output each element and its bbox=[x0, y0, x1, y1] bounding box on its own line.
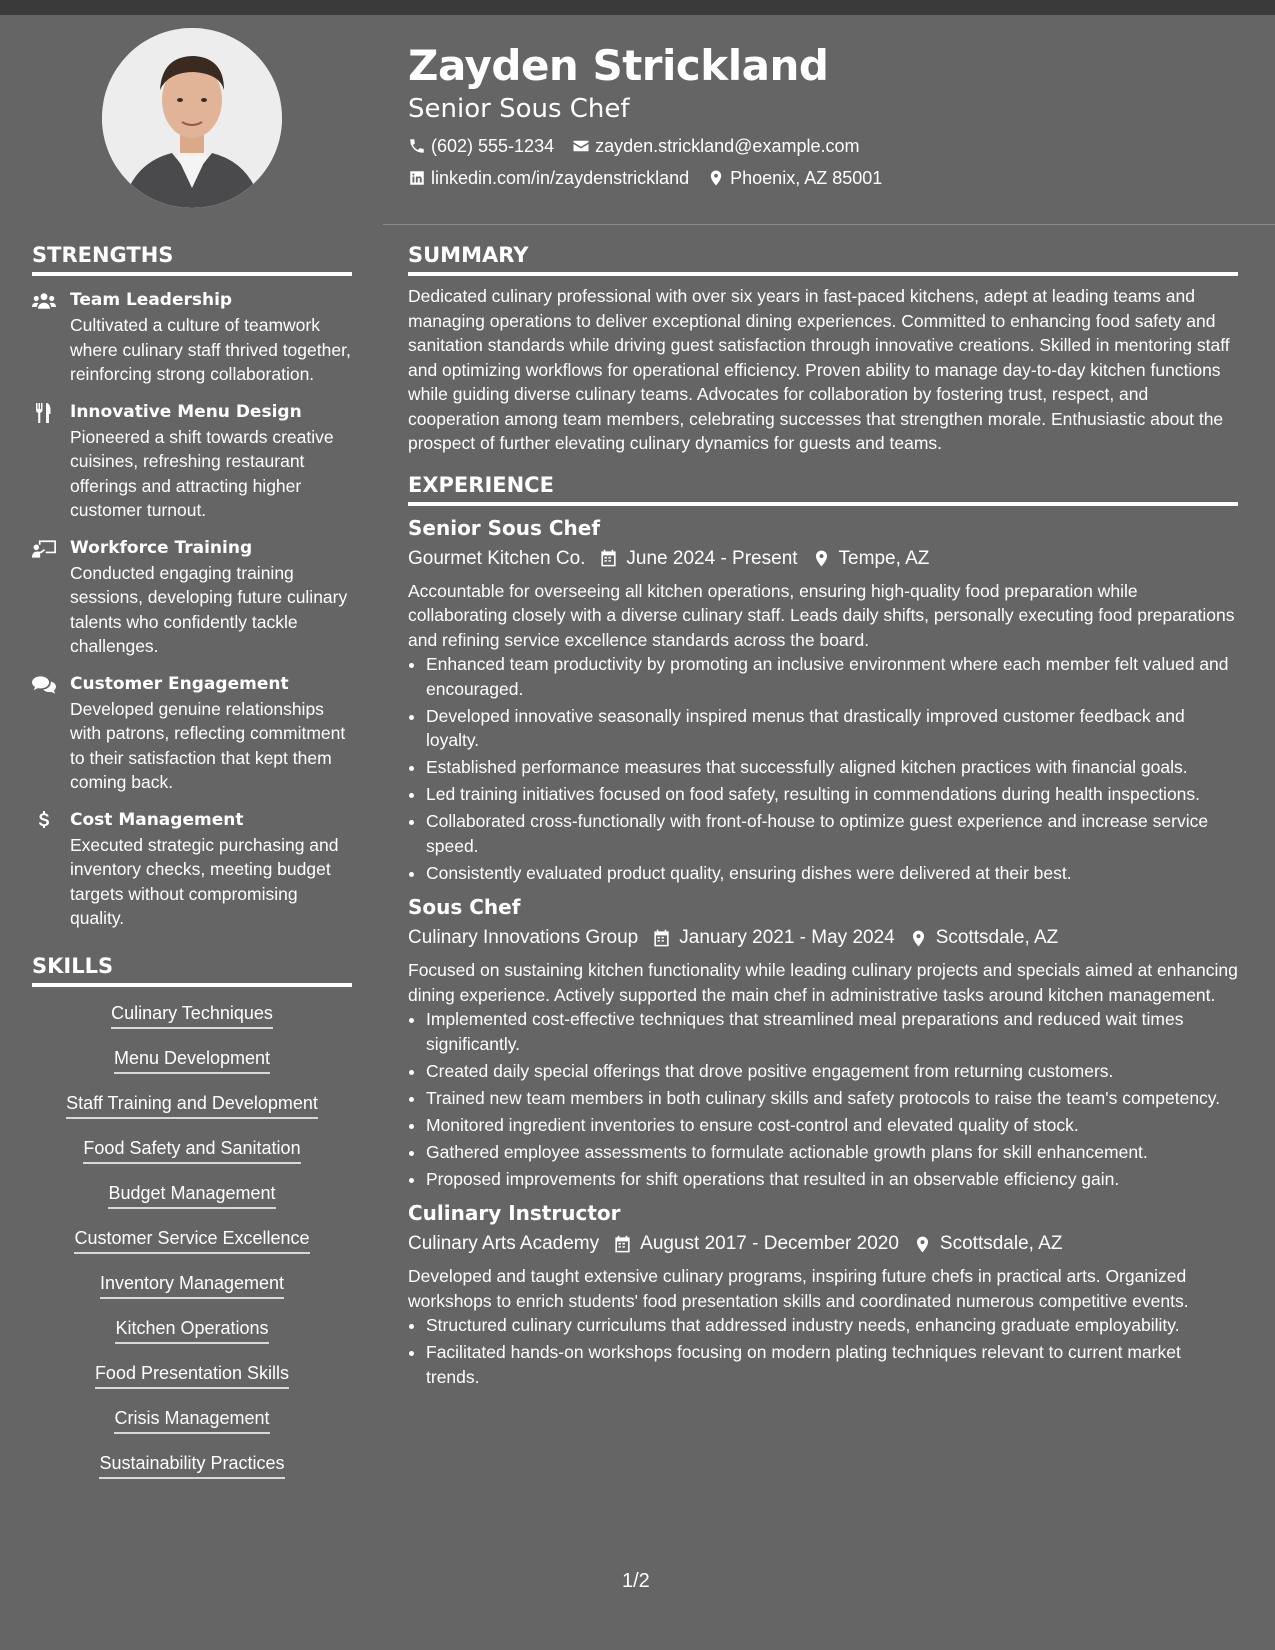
job-meta bbox=[408, 545, 1238, 573]
job-bullet: • Trained new team members in both culinary skills and safety protocols to raise the team's competency. bbox=[426, 1086, 1238, 1111]
skill-item: Staff Training and Development bbox=[66, 1089, 318, 1119]
skill-item: Culinary Techniques bbox=[111, 999, 273, 1029]
job-bullet: • Created daily special offerings that drove positive engagement from returning customers. bbox=[426, 1059, 1238, 1084]
top-bar bbox=[0, 0, 1275, 15]
job-dates: June 2024 - Present bbox=[626, 547, 798, 569]
location-contact bbox=[707, 162, 882, 194]
strength-item bbox=[32, 672, 352, 795]
job-title: Culinary Instructor bbox=[408, 1201, 621, 1225]
job-description: Developed and taught extensive culinary programs, inspiring future chefs in practical arts. Organized workshops to enrich students' food presentation skills and coordinated numerous competitive events. bbox=[408, 1266, 1189, 1311]
job-bullet: • Proposed improvements for shift operations that resulted in an observable efficiency gain. bbox=[426, 1167, 1238, 1192]
job-location: Tempe, AZ bbox=[838, 547, 930, 569]
job-entry bbox=[408, 514, 1238, 886]
strength-title: Innovative Menu Design bbox=[70, 401, 302, 422]
skill-item: Food Safety and Sanitation bbox=[83, 1134, 300, 1164]
strength-title: Customer Engagement bbox=[70, 673, 289, 694]
strength-item bbox=[32, 536, 352, 659]
job-bullets bbox=[408, 652, 1238, 885]
contact-row-2 bbox=[408, 162, 1228, 194]
job-bullet: • Monitored ingredient inventories to ensure cost-control and elevated quality of stock. bbox=[426, 1113, 1238, 1138]
strengths-list bbox=[32, 288, 352, 931]
strength-desc: Cultivated a culture of teamwork where culinary staff thrived together, reinforcing strong collaboration. bbox=[70, 315, 351, 384]
job-company: Culinary Arts Academy bbox=[408, 1233, 600, 1254]
job-bullet: • Established performance measures that successfully aligned kitchen practices with financial goals. bbox=[426, 755, 1238, 780]
strength-item bbox=[32, 288, 352, 387]
envelope-icon bbox=[572, 137, 590, 155]
skills-list bbox=[32, 999, 352, 1494]
job-dates: January 2021 - May 2024 bbox=[679, 927, 895, 948]
job-company: Culinary Innovations Group bbox=[408, 927, 639, 948]
strength-desc: Pioneered a shift towards creative cuisines, refreshing restaurant offerings and attracting higher customer turnout. bbox=[70, 426, 334, 520]
skill-item: Inventory Management bbox=[100, 1269, 284, 1299]
job-company: Gourmet Kitchen Co. bbox=[408, 547, 586, 569]
linkedin-contact[interactable] bbox=[408, 162, 689, 194]
comments-icon bbox=[32, 675, 56, 695]
chalkboard-teacher-icon bbox=[32, 539, 56, 559]
calendar-icon bbox=[613, 1235, 632, 1254]
email-text: zayden.strickland@example.com bbox=[595, 136, 860, 156]
job-title: Senior Sous Chef bbox=[408, 515, 601, 540]
dollar-icon bbox=[32, 811, 56, 831]
skill-item: Sustainability Practices bbox=[99, 1449, 284, 1479]
job-bullets bbox=[408, 1007, 1238, 1191]
left-column bbox=[32, 240, 352, 1494]
right-column bbox=[408, 240, 1238, 1392]
map-marker-icon bbox=[909, 929, 928, 948]
job-description: Focused on sustaining kitchen functionality while leading culinary projects and specials aimed at enhancing dining experience. Actively supported the main chef in administrative tasks around kitchen management. bbox=[408, 960, 1238, 1005]
resume-header bbox=[408, 40, 1228, 194]
strength-title: Workforce Training bbox=[70, 537, 253, 558]
summary-text: Dedicated culinary professional with over six years in fast-paced kitchens, adept at leading teams and managing operations to deliver exceptional dining experiences. Committed to enhancing food safety and sanitation standards while driving guest satisfaction through innovative creations. Skilled in mentoring staff and optimizing workflows for operational efficiency. Proven ability to manage day-to-day kitchen functions while guiding diverse culinary teams. Advocates for collaboration by fostering trust, respect, and cooperation among team members, celebrating successes that strengthen morale. Enthusiastic about the prospect of further elevating culinary dynamics for guests and teams. bbox=[408, 286, 1230, 453]
job-entry bbox=[408, 893, 1238, 1191]
strength-desc: Conducted engaging training sessions, developing future culinary talents who confidently tackle challenges. bbox=[70, 562, 348, 656]
skill-item: Customer Service Excellence bbox=[74, 1224, 309, 1254]
job-description: Accountable for overseeing all kitchen operations, ensuring high-quality food preparation while collaborating closely with a diverse culinary staff. Leads daily shifts, personally executing food preparations and refining service excellence standards across the board. bbox=[408, 580, 1235, 650]
contact-row-1 bbox=[408, 130, 1228, 162]
job-location: Scottsdale, AZ bbox=[935, 927, 1059, 948]
candidate-name: Zayden Strickland bbox=[408, 41, 829, 90]
skill-item: Crisis Management bbox=[114, 1404, 269, 1434]
strength-title: Team Leadership bbox=[70, 290, 233, 310]
strength-desc: Executed strategic purchasing and inventory checks, meeting budget targets without compromising quality. bbox=[70, 834, 339, 928]
job-bullet: • Facilitated hands-on workshops focusing on modern plating techniques relevant to current market trends. bbox=[426, 1340, 1238, 1389]
job-title: Sous Chef bbox=[408, 895, 521, 919]
strength-item bbox=[32, 808, 352, 931]
linkedin-icon bbox=[408, 169, 426, 187]
utensils-icon bbox=[32, 403, 56, 423]
summary-heading: SUMMARY bbox=[408, 240, 1238, 276]
skill-item: Menu Development bbox=[114, 1044, 270, 1074]
job-dates: August 2017 - December 2020 bbox=[640, 1233, 899, 1254]
job-entry bbox=[408, 1199, 1238, 1389]
job-bullet: • Developed innovative seasonally inspired menus that drastically improved customer feedback and loyalty. bbox=[426, 704, 1238, 753]
skill-item: Kitchen Operations bbox=[115, 1314, 268, 1344]
phone-contact[interactable] bbox=[408, 130, 554, 162]
job-meta bbox=[408, 1230, 1238, 1258]
job-bullet: • Consistently evaluated product quality, ensuring dishes were delivered at their best. bbox=[426, 861, 1238, 886]
skill-item: Budget Management bbox=[108, 1179, 275, 1209]
job-meta bbox=[408, 924, 1238, 952]
job-bullet: • Structured culinary curriculums that addressed industry needs, enhancing graduate employability. bbox=[426, 1313, 1238, 1338]
header-divider bbox=[383, 224, 1275, 225]
candidate-title: Senior Sous Chef bbox=[408, 94, 630, 124]
experience-heading: EXPERIENCE bbox=[408, 470, 1238, 506]
phone-icon bbox=[408, 137, 426, 155]
job-bullet: • Led training initiatives focused on food safety, resulting in commendations during health inspections. bbox=[426, 782, 1238, 807]
job-location: Scottsdale, AZ bbox=[939, 1233, 1063, 1254]
job-bullet: • Gathered employee assessments to formulate actionable growth plans for skill enhancement. bbox=[426, 1140, 1238, 1165]
email-contact[interactable] bbox=[572, 130, 859, 162]
calendar-icon bbox=[599, 549, 618, 568]
job-bullets bbox=[408, 1313, 1238, 1389]
strength-title: Cost Management bbox=[70, 809, 244, 830]
strength-desc: Developed genuine relationships with patrons, reflecting commitment to their satisfaction that kept them coming back. bbox=[70, 698, 346, 792]
skill-item: Food Presentation Skills bbox=[95, 1359, 289, 1389]
job-bullet: • Collaborated cross-functionally with front-of-house to optimize guest experience and increase service speed. bbox=[426, 809, 1238, 858]
linkedin-text: linkedin.com/in/zaydenstrickland bbox=[431, 168, 690, 188]
profile-photo bbox=[102, 28, 282, 208]
map-marker-icon bbox=[707, 169, 725, 187]
strength-item bbox=[32, 400, 352, 523]
calendar-icon bbox=[652, 929, 671, 948]
map-marker-icon bbox=[913, 1235, 932, 1254]
map-marker-icon bbox=[812, 549, 831, 568]
job-bullet: • Enhanced team productivity by promoting an inclusive environment where each member felt valued and encouraged. bbox=[426, 652, 1238, 701]
strengths-heading: STRENGTHS bbox=[32, 240, 352, 276]
users-icon bbox=[32, 291, 56, 311]
page-number: 1/2 bbox=[622, 1570, 650, 1592]
location-text: Phoenix, AZ 85001 bbox=[730, 168, 883, 188]
skills-heading: SKILLS bbox=[32, 951, 352, 987]
phone-text: (602) 555-1234 bbox=[431, 136, 555, 156]
job-bullet: • Implemented cost-effective techniques that streamlined meal preparations and reduced wait times significantly. bbox=[426, 1007, 1238, 1056]
